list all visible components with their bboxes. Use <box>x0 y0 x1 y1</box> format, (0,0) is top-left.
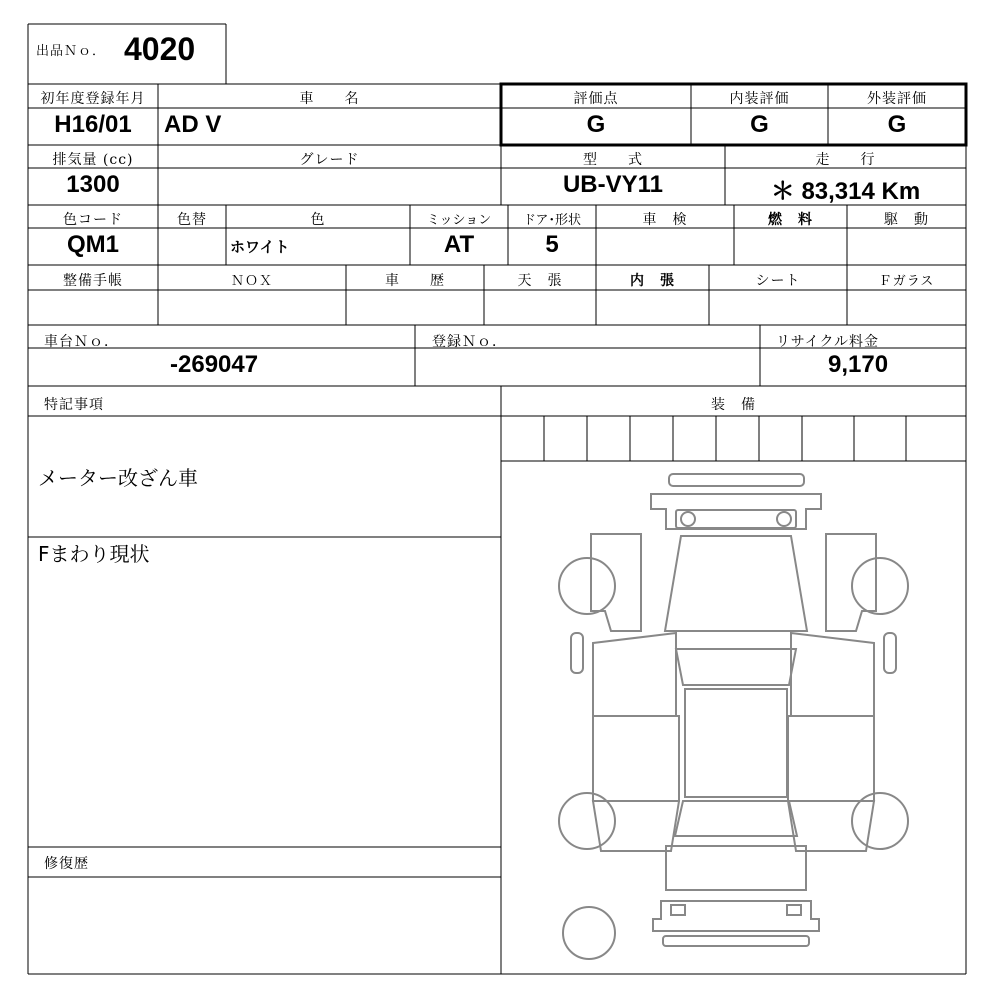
right-headlight <box>777 512 791 526</box>
color-value: ホワイト <box>230 238 290 256</box>
spare-wheel <box>563 907 615 959</box>
right-mirror <box>884 633 896 673</box>
car-name-value: AD V <box>164 111 222 138</box>
remark-note-1: メーター改ざん車 <box>38 466 198 490</box>
mileage-label: 走 行 <box>815 152 876 168</box>
mission-value: AT <box>443 231 475 258</box>
recycle-value: 9,170 <box>828 351 889 378</box>
score-value: G <box>586 111 606 138</box>
remark-note-2: Fまわり現状 <box>38 542 150 566</box>
rear-light-left <box>671 905 685 915</box>
model-value: UB-VY11 <box>562 171 664 198</box>
registration-label: 登録Ｎｏ． <box>432 334 507 350</box>
rear-light-right <box>787 905 801 915</box>
tailgate <box>666 846 806 890</box>
nox-label: ＮＯＸ <box>230 274 273 289</box>
hood <box>665 536 807 631</box>
interior-value: G <box>750 111 769 138</box>
left-mirror <box>571 633 583 673</box>
chassis-value: -269047 <box>170 351 259 378</box>
door-value: 5 <box>545 231 559 258</box>
displacement-value: 1300 <box>66 171 120 198</box>
front-bumper <box>669 474 804 486</box>
seat-label: シート <box>755 273 801 289</box>
left-front-wheel <box>559 558 615 614</box>
roof-label: 天 張 <box>517 273 563 289</box>
left-front-door <box>593 633 676 716</box>
right-rear-quarter <box>788 801 874 851</box>
roof <box>685 689 787 797</box>
mileage-value: ＊ 83,314 Km <box>770 178 921 205</box>
car-name-label: 車 名 <box>299 91 360 107</box>
maintenance-label: 整備手帳 <box>63 273 123 289</box>
fuel-label: 燃 料 <box>768 212 813 228</box>
interior-label: 内装評価 <box>729 91 790 107</box>
interior-trim-label: 内 張 <box>630 273 675 289</box>
score-label: 評価点 <box>573 91 619 107</box>
recycle-label: リサイクル料金 <box>776 334 880 350</box>
grade-label: グレード <box>299 152 360 168</box>
remarks-label: 特記事項 <box>44 397 104 413</box>
repair-history-label: 修復歴 <box>44 856 89 872</box>
first-reg-value: H16/01 <box>54 111 132 138</box>
color-code-label: 色コード <box>63 212 123 228</box>
left-rear-door <box>593 716 679 801</box>
color-label: 色 <box>310 212 326 228</box>
left-headlight <box>681 512 695 526</box>
drive-label: 駆 動 <box>884 212 929 228</box>
left-rear-quarter <box>593 801 679 851</box>
fglass-label: Ｆガラス <box>878 274 935 289</box>
door-label: ドア･形状 <box>522 213 582 228</box>
windshield <box>676 649 796 685</box>
right-front-fender <box>826 534 876 631</box>
equipment-label: 装 備 <box>711 397 756 413</box>
exterior-label: 外装評価 <box>867 91 927 107</box>
rear-step <box>663 936 809 946</box>
inspection-label: 車 検 <box>642 212 688 228</box>
lot-number: 4020 <box>124 31 196 67</box>
rear-glass <box>675 801 797 836</box>
left-front-fender <box>591 534 641 631</box>
right-front-wheel <box>852 558 908 614</box>
right-front-door <box>791 633 874 716</box>
left-rear-wheel <box>559 793 615 849</box>
color-code-value: QM1 <box>66 231 119 258</box>
mission-label: ミッション <box>426 213 492 228</box>
displacement-label: 排気量 (cc) <box>52 152 134 168</box>
color-change-label: 色替 <box>177 212 207 228</box>
first-reg-label: 初年度登録年月 <box>40 91 146 107</box>
car-damage-diagram <box>501 461 966 974</box>
right-rear-door <box>788 716 874 801</box>
chassis-label: 車台Ｎｏ． <box>44 334 119 350</box>
history-label: 車 歴 <box>385 273 445 289</box>
lot-label: 出品Ｎｏ． <box>36 44 107 59</box>
right-rear-wheel <box>852 793 908 849</box>
exterior-value: G <box>887 111 907 138</box>
model-label: 型 式 <box>583 152 643 168</box>
